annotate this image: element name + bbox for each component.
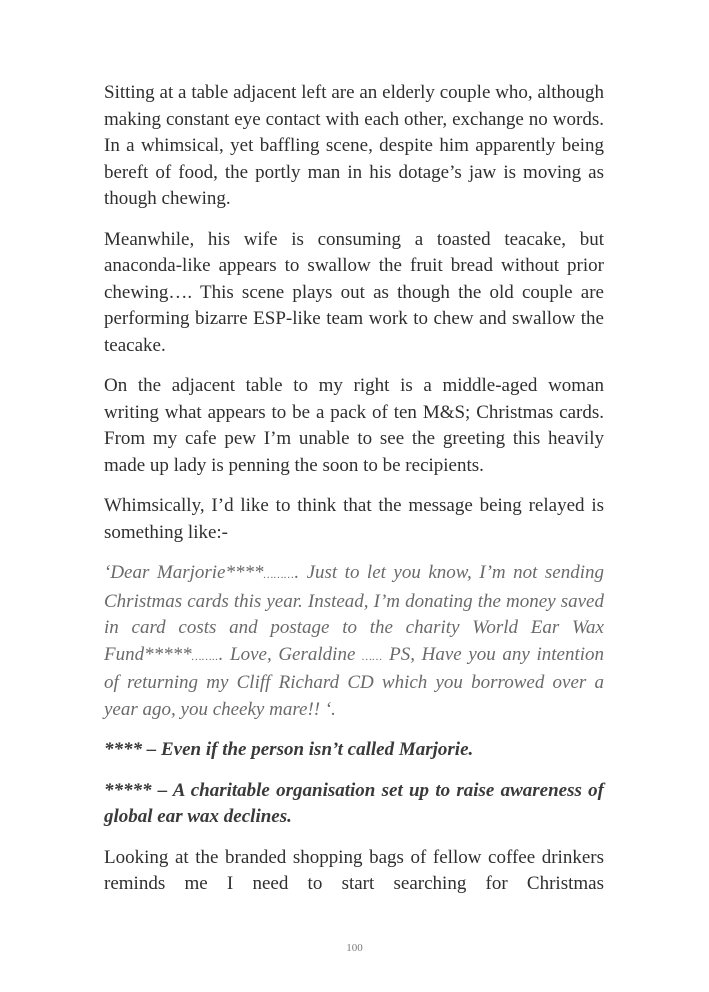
footnote-ear-wax-fund: ***** – A charitable organisation set up to raise awareness of global ear wax declines.	[104, 779, 604, 827]
page-number: 100	[346, 942, 363, 954]
quote-ellipsis-2: ……..	[191, 650, 219, 663]
paragraph-shopping-bags: Looking at the branded shopping bags of fellow coffee drinkers reminds me I need to start searching for Christmas	[104, 846, 604, 894]
quote-part-1: ‘Dear Marjorie****	[104, 562, 264, 583]
footnote-marjorie: **** – Even if the person isn’t called Marjorie.	[104, 739, 474, 760]
paragraph-elderly-couple: Sitting at a table adjacent left are an elderly couple who, although making constant eye contact with each other, exchange no words. In a whimsical, yet baffling scene, despite him apparently being bereft of food, the portly man in his dotage’s jaw is moving as though chewing.	[104, 82, 604, 209]
quote-part-2: . Just to let you know, I’m not sending Christmas cards this year. Instead, I’m donating the money saved in card costs and postage to the charity World Ear Wax Fund*****	[104, 562, 605, 665]
quote-ellipsis-1: ………	[263, 569, 295, 581]
quote-ellipsis-3: ……	[362, 650, 383, 663]
quote-part-3: . Love, Geraldine	[218, 643, 362, 665]
paragraph-christmas-cards: On the adjacent table to my right is a middle-aged woman writing what appears to be a pack of ten M&S; Christmas cards. From my cafe pew I’m unable to see the greeting this heavily made up lady is penning the soon to be recipients.	[104, 375, 604, 476]
paragraph-whimsically: Whimsically, I’d like to think that the message being relayed is something like:-	[104, 495, 604, 543]
imagined-card-message	[104, 560, 604, 723]
page-body	[104, 80, 604, 912]
paragraph-teacake: Meanwhile, his wife is consuming a toasted teacake, but anaconda-like appears to swallow the fruit bread without prior chewing…. This scene plays out as though the old couple are performing bizarre ESP-like team work to chew and swallow the teacake.	[104, 228, 604, 356]
quote-part-4: PS, Have you any intention of returning my Cliff Richard CD which you borrowed over a year ago, you cheeky mare!! ‘.	[104, 643, 604, 720]
